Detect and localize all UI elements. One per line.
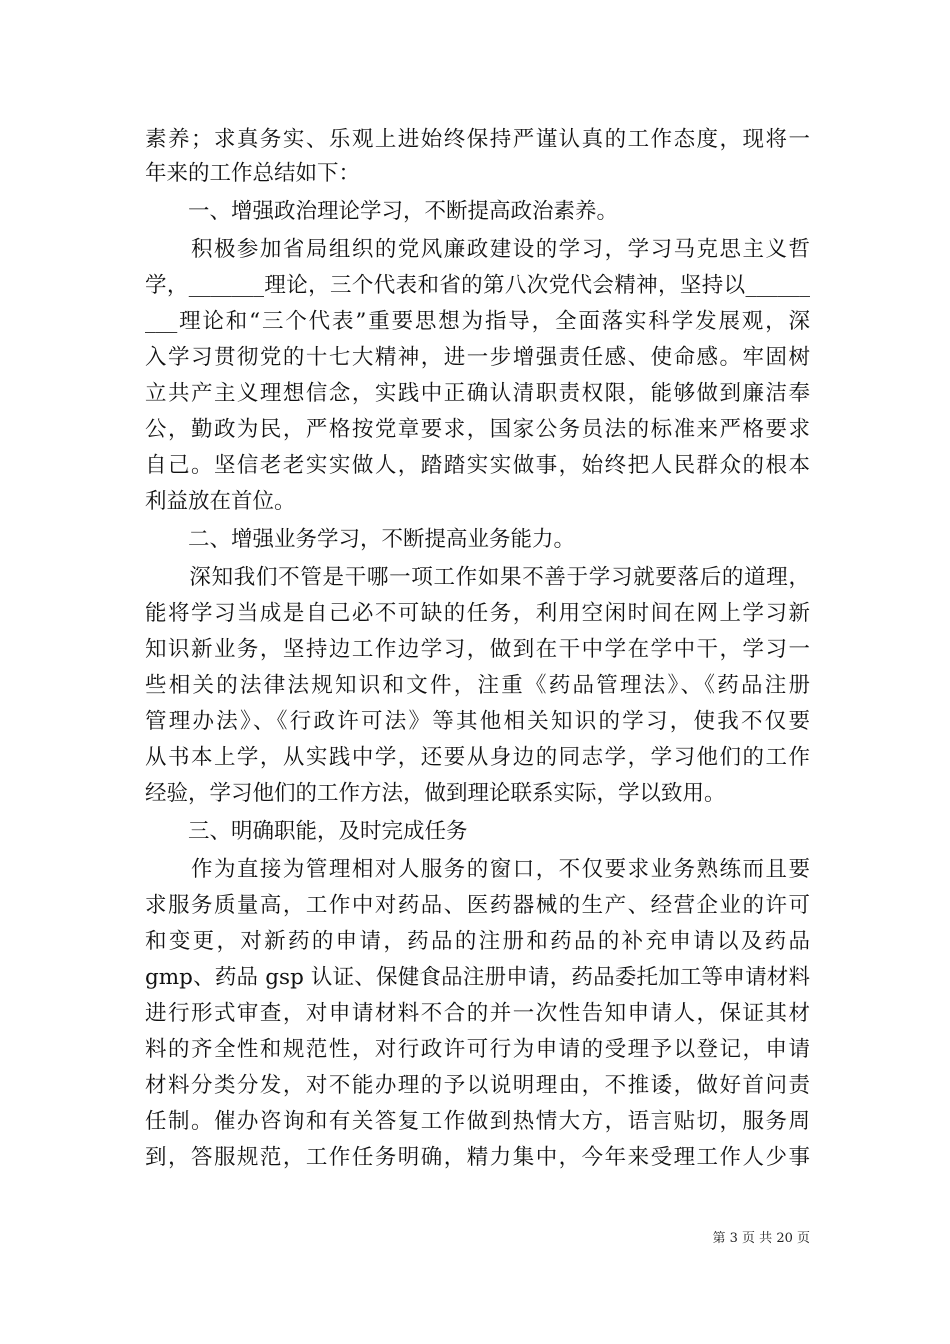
text-line: 进行形式审查，对申请材料不合的并一次性告知申请人，保证其材: [145, 1001, 810, 1026]
text-line: 经验，学习他们的工作方法，做到理论联系实际，学以致用。: [145, 781, 726, 806]
text-line: 知识新业务，坚持边工作边学习，做到在干中学在学中干，学习一: [145, 637, 810, 662]
text-line: 求服务质量高，工作中对药品、医药器械的生产、经营企业的许可: [145, 893, 810, 918]
text-line: 学，_______理论，三个代表和省的第八次党代会精神，坚持以______: [145, 273, 810, 298]
text-line: 积极参加省局组织的党风廉政建设的学习，学习马克思主义哲: [145, 237, 810, 262]
section-heading: 二、增强业务学习，不断提高业务能力。: [145, 527, 576, 552]
text-line: 深知我们不管是干哪一项工作如果不善于学习就要落后的道理，: [145, 565, 810, 590]
text-line: ___理论和“三个代表”重要思想为指导，全面落实科学发展观，深: [145, 309, 810, 334]
text-line: 立共产主义理想信念，实践中正确认清职责权限，能够做到廉洁奉: [145, 381, 810, 406]
text-line: 从书本上学，从实践中学，还要从身边的同志学，学习他们的工作: [145, 745, 810, 770]
text-line: 公，勤政为民，严格按党章要求，国家公务员法的标准来严格要求: [145, 417, 810, 442]
section-heading: 三、明确职能，及时完成任务: [145, 819, 468, 844]
text-line: 年来的工作总结如下：: [145, 161, 361, 186]
text-line: 自己。坚信老老实实做人，踏踏实实做事，始终把人民群众的根本: [145, 453, 810, 478]
text-line: 能将学习当成是自己必不可缺的任务，利用空闲时间在网上学习新: [145, 601, 810, 626]
text-line: 任制。催办咨询和有关答复工作做到热情大方，语言贴切，服务周: [145, 1109, 810, 1134]
text-line: gmp、药品 gsp 认证、保健食品注册申请，药品委托加工等申请材料: [145, 965, 810, 990]
page-number: 第 3 页 共 20 页: [712, 1231, 810, 1246]
text-line: 利益放在首位。: [145, 489, 296, 514]
text-line: 料的齐全性和规范性，对行政许可行为申请的受理予以登记，申请: [145, 1037, 810, 1062]
text-line: 材料分类分发，对不能办理的予以说明理由，不推诿，做好首问责: [145, 1073, 810, 1098]
text-line: 到，答服规范，工作任务明确，精力集中，今年来受理工作人少事: [145, 1145, 810, 1170]
text-line: 素养；求真务实、乐观上进始终保持严谨认真的工作态度，现将一: [145, 127, 810, 152]
text-line: 些相关的法律法规知识和文件，注重《药品管理法》、《药品注册: [145, 673, 810, 698]
section-heading: 一、增强政治理论学习，不断提高政治素养。: [145, 199, 619, 224]
text-line: 入学习贯彻党的十七大精神，进一步增强责任感、使命感。牢固树: [145, 345, 810, 370]
text-line: 作为直接为管理相对人服务的窗口，不仅要求业务熟练而且要: [145, 857, 810, 882]
text-line: 和变更，对新药的申请，药品的注册和药品的补充申请以及药品: [145, 929, 810, 954]
text-line: 管理办法》、《行政许可法》等其他相关知识的学习，使我不仅要: [145, 709, 810, 734]
